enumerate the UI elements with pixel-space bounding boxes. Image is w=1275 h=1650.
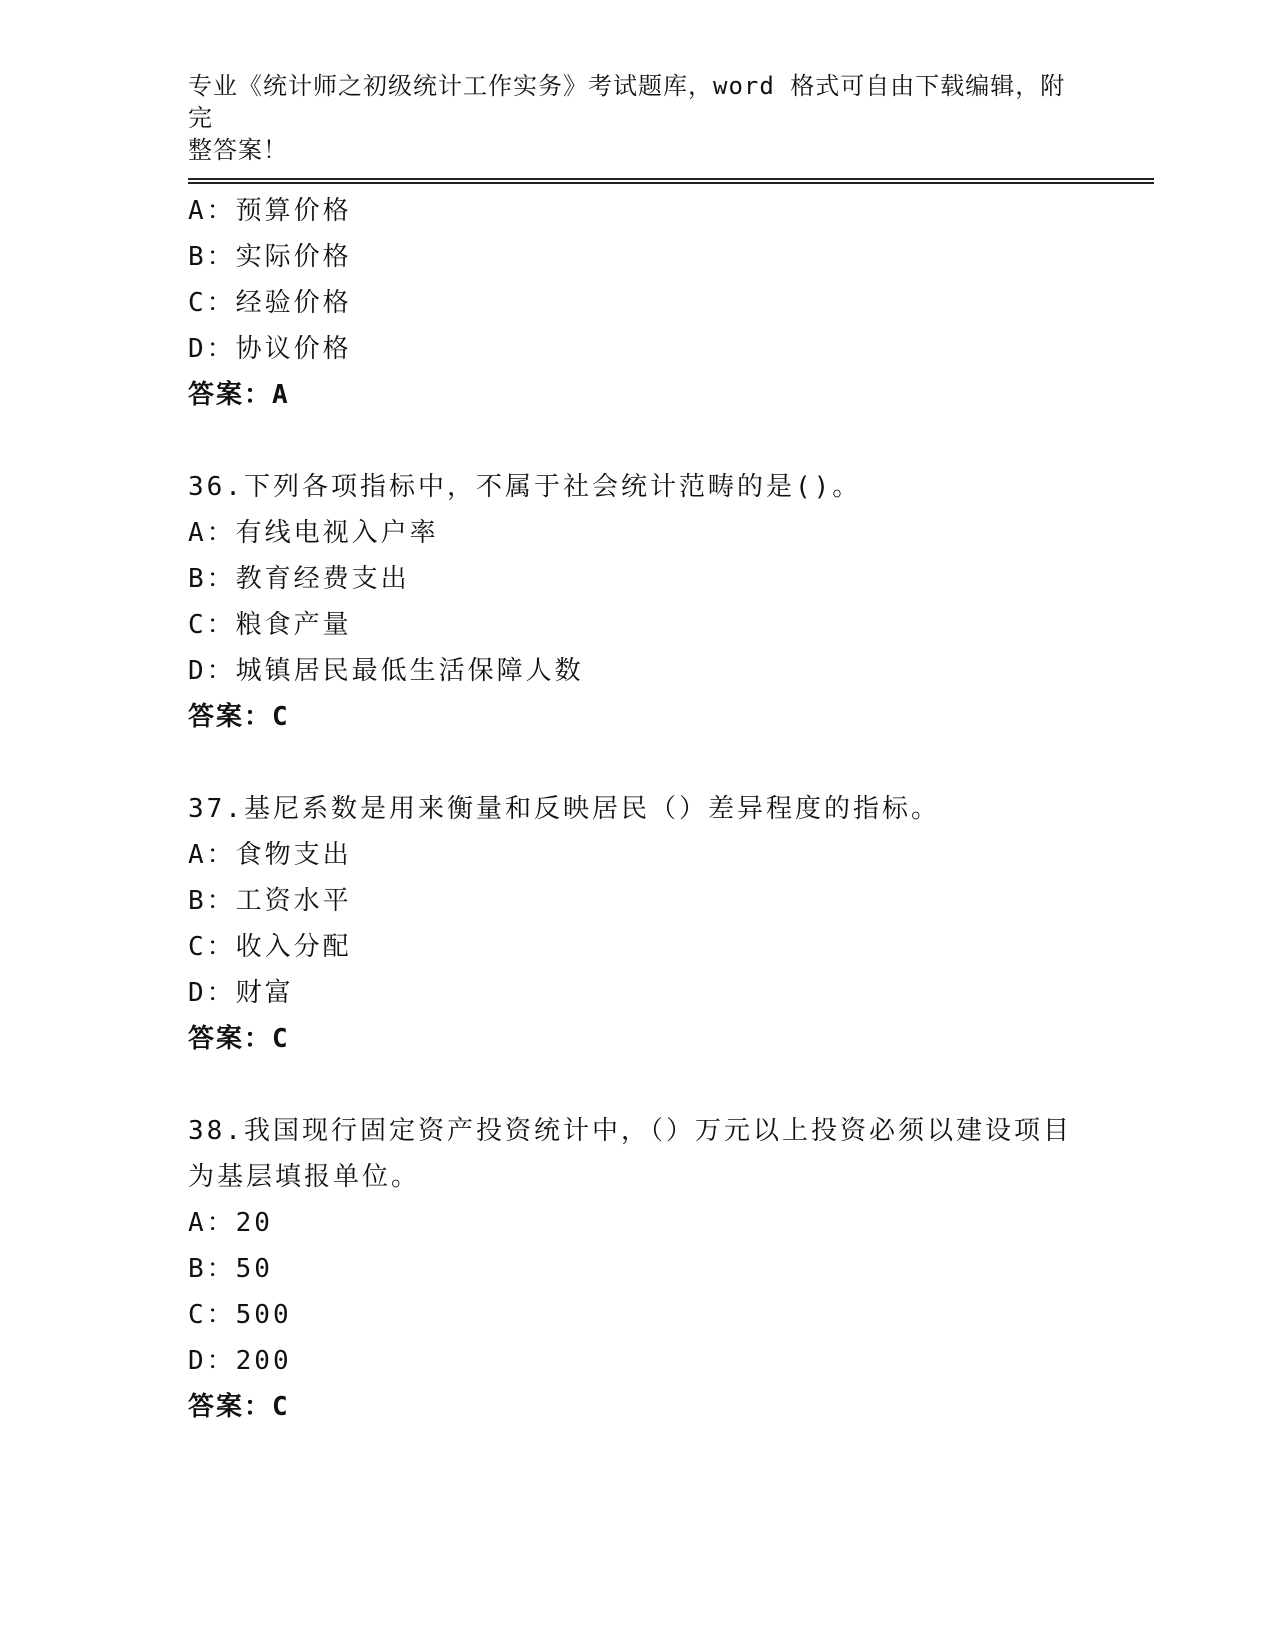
option-a: A：20 [188, 1208, 273, 1238]
answer-line: 答案：C [188, 1392, 290, 1422]
question-35 [188, 188, 1148, 418]
question-36 [188, 464, 1148, 740]
option-c: C：500 [188, 1300, 292, 1330]
option-d: D：200 [188, 1346, 292, 1376]
spacer [188, 1062, 1148, 1108]
option-c: C：收入分配 [188, 932, 352, 962]
option-d: D：协议价格 [188, 334, 352, 364]
header-divider-top [188, 178, 1154, 180]
option-c: C：粮食产量 [188, 610, 352, 640]
question-stem: 37.基尼系数是用来衡量和反映居民（）差异程度的指标。 [188, 794, 940, 824]
question-stem: 36.下列各项指标中，不属于社会统计范畴的是()。 [188, 472, 862, 502]
option-b: B：50 [188, 1254, 273, 1284]
question-stem-line-2: 为基层填报单位。 [188, 1162, 421, 1192]
option-a: A：食物支出 [188, 840, 352, 870]
option-d: D：财富 [188, 978, 294, 1008]
header-divider-bottom [188, 182, 1154, 184]
document-header [188, 70, 1068, 166]
option-a: A：有线电视入户率 [188, 518, 439, 548]
question-37 [188, 786, 1148, 1062]
spacer [188, 740, 1148, 786]
question-list [188, 188, 1148, 1430]
spacer [188, 418, 1148, 464]
option-b: B：工资水平 [188, 886, 352, 916]
question-38 [188, 1108, 1148, 1430]
question-stem-line-1: 38.我国现行固定资产投资统计中，（）万元以上投资必须以建设项目 [188, 1116, 1072, 1146]
answer-line: 答案：C [188, 702, 290, 732]
answer-line: 答案：C [188, 1024, 290, 1054]
option-b: B：教育经费支出 [188, 564, 410, 594]
header-line-2: 整答案！ [188, 136, 288, 164]
option-d: D：城镇居民最低生活保障人数 [188, 656, 584, 686]
header-line-1: 专业《统计师之初级统计工作实务》考试题库，word 格式可自由下载编辑，附完 [188, 72, 1066, 132]
option-a: A：预算价格 [188, 196, 352, 226]
option-b: B：实际价格 [188, 242, 352, 272]
answer-line: 答案：A [188, 380, 290, 410]
option-c: C：经验价格 [188, 288, 352, 318]
